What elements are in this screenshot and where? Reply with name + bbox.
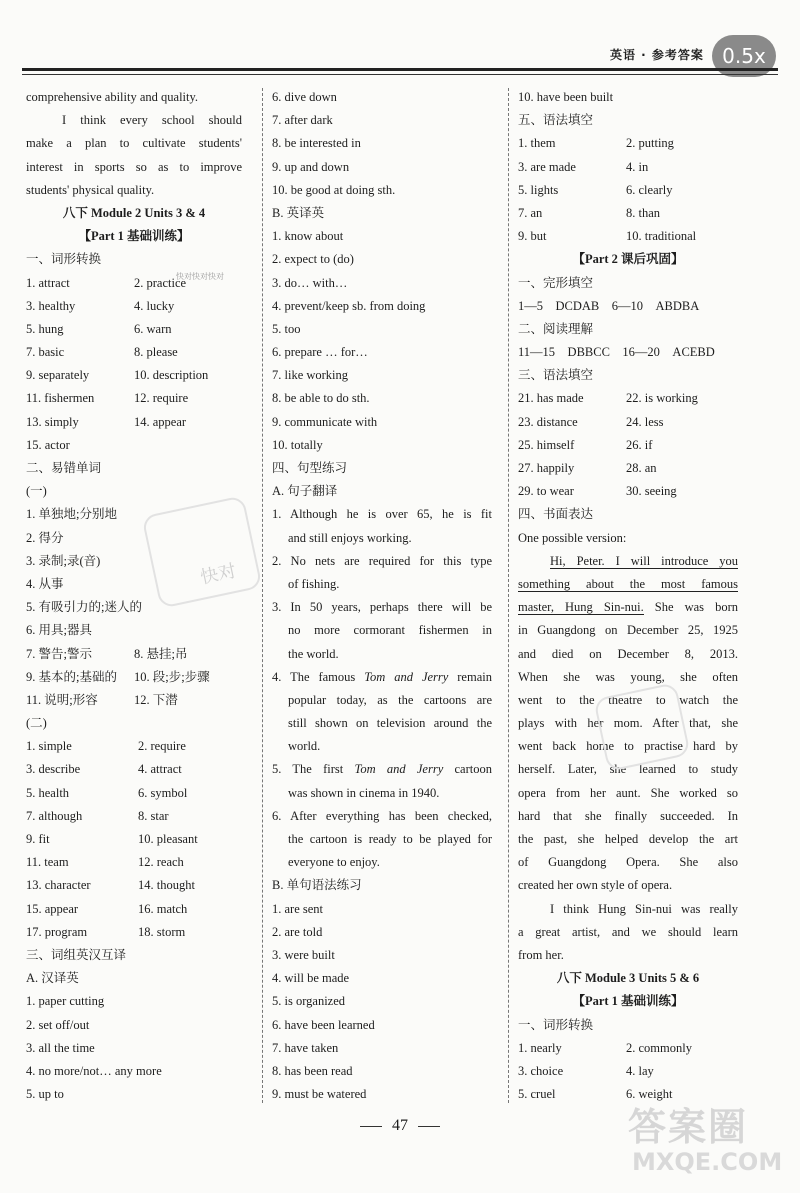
section-heading: 三、语法填空 [518, 368, 594, 383]
essay-line: something about the most famous [518, 576, 738, 591]
answer-left: 3. choice [518, 1063, 564, 1078]
answer-left: 9. 基本的;基础的 [26, 669, 117, 684]
answer-right: 4. attract [138, 762, 182, 777]
text-line: world. [288, 739, 321, 754]
page-number: 47 [0, 1117, 800, 1135]
section-heading: 一、词形转换 [518, 1017, 594, 1032]
answer-left: 17. program [26, 924, 88, 939]
answer-left: 13. simply [26, 414, 79, 429]
answer-row [26, 295, 242, 318]
text-line: was shown in cinema in 1940. [288, 785, 440, 800]
section-heading: 二、易错单词 [26, 461, 102, 475]
answer-right: 8. than [626, 205, 661, 220]
answer-left: 25. himself [518, 437, 575, 452]
answer-row [518, 1037, 738, 1060]
answer-pairs [26, 643, 242, 713]
answer-pairs [26, 272, 242, 458]
answer-left: 5. health [26, 785, 70, 800]
text-line: the world. [288, 646, 339, 661]
answer-left: 5. lights [518, 182, 559, 197]
text-line: One possible version: [518, 530, 627, 545]
answer-pairs [26, 735, 242, 944]
text-line: 9. up and down [272, 159, 350, 174]
text-line: 1. are sent [272, 901, 324, 916]
section-heading: 一、完形填空 [518, 275, 594, 290]
essay-line: I think Hung Sin-nui was really [550, 901, 738, 916]
answer-row [26, 828, 242, 851]
answer-row [26, 898, 242, 921]
essay-line: master, Hung Sin-nui. She was born [518, 600, 738, 615]
text-line: plays with her mom. After that, she [518, 716, 738, 731]
text-line: 7. have taken [272, 1040, 339, 1055]
text-line: and still enjoys working. [288, 530, 412, 545]
text-line: 3. In 50 years, perhaps there will be [272, 600, 492, 615]
module-heading: 八下 Module 2 Units 3 & 4 [62, 205, 206, 220]
section-heading: 三、词组英汉互译 [26, 947, 127, 962]
answer-right: 2. practice [134, 275, 187, 290]
column-separator [262, 88, 263, 1103]
sentence-answer [272, 782, 492, 805]
answer-row [26, 387, 242, 410]
answer-right: 10. description [134, 368, 209, 383]
text-line: popular today, as the cartoons are [288, 692, 492, 707]
watermark-url: MXQE.COM [632, 1148, 783, 1176]
answer-row [518, 480, 738, 503]
answer-row [26, 434, 242, 457]
answer-right: 8. please [134, 345, 178, 360]
sentence-answer [272, 805, 492, 875]
answer-left: 9. but [518, 229, 547, 244]
text-line: 9. communicate with [272, 414, 378, 429]
text-line: 2. set off/out [26, 1017, 90, 1032]
answer-row [26, 805, 242, 828]
text-line: still shown on television around the [288, 716, 492, 731]
header-title: 英语 · 参考答案 [610, 48, 704, 62]
answer-left: 5. cruel [518, 1087, 556, 1102]
section-heading: 二、阅读理解 [518, 321, 594, 336]
sub-heading: B. 英译英 [272, 205, 325, 220]
text-line: I think every school should [62, 113, 242, 128]
answer-row [518, 411, 738, 434]
answer-row [518, 1060, 738, 1083]
answer-row [518, 457, 738, 480]
watermark-brand: 答案圈 [628, 1105, 749, 1149]
answer-right: 4. lay [626, 1063, 654, 1078]
answer-row [26, 874, 242, 897]
essay-line: created her own style of opera. [518, 878, 673, 893]
essay-line: from her. [518, 947, 564, 962]
answer-left: 1. simple [26, 739, 72, 754]
essay-line: a great artist, and we should learn [518, 924, 738, 939]
text-line: comprehensive ability and quality. [26, 90, 199, 104]
text-line: 5. too [272, 321, 301, 336]
sub-heading: B. 单句语法练习 [272, 878, 362, 893]
text-line: 4. prevent/keep sb. from doing [272, 298, 426, 313]
answer-left: 21. has made [518, 391, 584, 406]
answer-left: 3. describe [26, 762, 81, 777]
text-line: 1. Although he is over 65, he is fit [272, 507, 492, 522]
answer-left: 3. healthy [26, 298, 76, 313]
zoom-badge[interactable]: 0.5x [712, 35, 776, 77]
text-line: of fishing. [288, 576, 340, 591]
text-line: 4. The famous Tom and Jerry remain [272, 669, 492, 684]
answer-right: 2. commonly [626, 1040, 692, 1055]
answer-pairs [518, 132, 738, 248]
answer-row [518, 387, 738, 410]
answer-row [518, 132, 738, 155]
answer-left: 9. separately [26, 368, 90, 383]
answer-row [518, 156, 738, 179]
answer-right: 14. thought [138, 878, 195, 893]
answer-right: 12. reach [138, 855, 184, 870]
answer-left: 23. distance [518, 414, 578, 429]
part-heading: 【Part 1 基础训练】 [572, 994, 684, 1009]
answer-left: 11. fishermen [26, 391, 95, 406]
answer-right: 6. clearly [626, 182, 673, 197]
text-line: 5. is organized [272, 994, 346, 1009]
watermark-sticker: 快对快对快对 [176, 272, 224, 281]
answer-row [26, 758, 242, 781]
section-heading: 五、语法填空 [518, 113, 594, 128]
answer-row [26, 643, 242, 666]
text-line: 2. are told [272, 924, 323, 939]
answer-row [26, 318, 242, 341]
text-line: 6. prepare … for… [272, 345, 368, 360]
text-line: 7. like working [272, 368, 349, 383]
answer-right: 4. lucky [134, 298, 175, 313]
text-line: 2. expect to (do) [272, 252, 354, 267]
text-line: 1. know about [272, 229, 344, 244]
answer-right: 2. require [138, 739, 186, 754]
answer-row [26, 341, 242, 364]
answer-left: 11. 说明;形容 [26, 692, 98, 707]
text-line: went to the theatre to watch the [518, 692, 738, 707]
header-rule-thick [22, 68, 778, 71]
text-line: everyone to enjoy. [288, 855, 380, 870]
text-line: interest in sports so as to improve [26, 159, 242, 174]
text-line: When she was young, she often [518, 669, 738, 684]
answer-right: 16. match [138, 901, 188, 916]
text-line: 5. up to [26, 1087, 64, 1102]
answer-row [518, 202, 738, 225]
sentence-answer [272, 503, 492, 549]
text-line: 8. has been read [272, 1063, 353, 1078]
answer-right: 18. storm [138, 924, 186, 939]
answer-left: 1. nearly [518, 1040, 562, 1055]
text-line: 10. totally [272, 437, 323, 452]
answer-right: 14. appear [134, 414, 187, 429]
answer-left: 29. to wear [518, 484, 574, 499]
answer-row [26, 921, 242, 944]
answer-left: 9. fit [26, 832, 50, 846]
sentence-answer [272, 550, 492, 596]
answer-left: 7. basic [26, 345, 65, 360]
sentence-answer [272, 596, 492, 666]
text-line: 3. 录制;录(音) [26, 553, 101, 568]
answer-right: 6. symbol [138, 785, 188, 800]
answer-right: 12. require [134, 391, 189, 406]
section-heading: 一、词形转换 [26, 252, 102, 267]
watermark-stamp [141, 495, 262, 609]
answer-right: 10. traditional [626, 229, 697, 244]
column-2 [272, 86, 492, 1106]
text-line: the past, she helped develop the art [518, 832, 738, 846]
text-line: 2. No nets are required for this type [272, 553, 492, 568]
answer-left: 27. happily [518, 461, 575, 475]
answer-row [518, 179, 738, 202]
sub-heading: (一) [26, 484, 47, 499]
text-line: 5. 有吸引力的;迷人的 [26, 600, 142, 615]
answer-list [272, 898, 492, 1107]
column-separator [508, 88, 509, 1103]
answer-left: 3. are made [518, 159, 576, 174]
text-line: 6. 用具;器具 [26, 623, 92, 638]
answer-left: 5. hung [26, 321, 64, 336]
answer-row [26, 735, 242, 758]
reading-answers: 11—15 DBBCC 16—20 ACEBD [518, 345, 715, 360]
sub-heading: A. 句子翻译 [272, 484, 338, 499]
essay-line: Hi, Peter. I will introduce you [550, 553, 738, 568]
answer-left: 7. although [26, 808, 83, 823]
text-line: 8. be interested in [272, 136, 361, 151]
answer-right: 10. pleasant [138, 832, 198, 846]
text-line: 1. 单独地;分别地 [26, 507, 117, 522]
text-line: students' physical quality. [26, 182, 155, 197]
answer-left: 13. character [26, 878, 91, 893]
watermark-stamp-text: 快对 [198, 560, 239, 589]
text-line: 4. will be made [272, 971, 350, 986]
text-line: and died on December 8, 2013. [518, 646, 738, 661]
text-line: 4. 从事 [26, 576, 64, 591]
text-line: 2. 得分 [26, 530, 64, 545]
text-line: herself. Later, she learned to study [518, 762, 738, 777]
text-line: the cartoon is ready to be played for [288, 832, 492, 846]
text-line: 3. were built [272, 947, 335, 962]
text-line: 6. After everything has been checked, [272, 808, 492, 823]
answer-row [26, 411, 242, 434]
text-line: 6. dive down [272, 90, 337, 104]
text-line: 5. The first Tom and Jerry cartoon [272, 762, 492, 777]
answer-list [272, 86, 492, 202]
text-line: opera from her aunt. She worked so [518, 785, 738, 800]
answer-right: 8. 悬挂;吊 [134, 646, 188, 661]
text-line: 10. have been built [518, 90, 614, 104]
answer-left: 7. 警告;警示 [26, 646, 92, 661]
answer-right: 12. 下潜 [134, 692, 178, 707]
answer-right: 30. seeing [626, 484, 677, 499]
sub-heading: A. 汉译英 [26, 971, 79, 986]
answer-right: 26. if [626, 437, 653, 452]
answer-list [272, 225, 492, 457]
answer-left: 1. them [518, 136, 556, 151]
part-heading: 【Part 2 课后巩固】 [572, 252, 684, 267]
answer-right: 24. less [626, 414, 664, 429]
answer-right: 6. warn [134, 321, 172, 336]
answer-right: 2. putting [626, 136, 674, 151]
text-line: hard that she finally succeeded. In [518, 808, 738, 823]
text-line: make a plan to cultivate students' [26, 136, 242, 151]
answer-row [518, 225, 738, 248]
answer-pairs [518, 387, 738, 503]
module-heading: 八下 Module 3 Units 5 & 6 [556, 971, 700, 986]
header-rule-thin [22, 74, 778, 75]
sub-heading: (二) [26, 716, 47, 731]
column-3 [518, 86, 738, 1106]
answer-right: 6. weight [626, 1087, 673, 1102]
text-line: 9. must be watered [272, 1087, 367, 1102]
answer-row [518, 434, 738, 457]
answer-left: 7. an [518, 205, 543, 220]
text-line: no more cormorant fishermen in [288, 623, 492, 638]
answer-row [26, 364, 242, 387]
text-line: 10. be good at doing sth. [272, 182, 396, 197]
answer-right: 4. in [626, 159, 649, 174]
text-line: in Guangdong on December 25, 1925 [518, 623, 738, 638]
text-line: went back home to practise hard by [518, 739, 738, 754]
text-line: 6. have been learned [272, 1017, 375, 1032]
section-heading: 四、句型练习 [272, 461, 348, 475]
answer-left: 11. team [26, 855, 69, 870]
answer-left: 15. actor [26, 437, 70, 452]
sentence-answer [272, 689, 492, 759]
answer-row [26, 689, 242, 712]
answer-left: 1. attract [26, 275, 70, 290]
text-line: 8. be able to do sth. [272, 391, 370, 406]
text-line: of Guangdong Opera. She also [518, 855, 738, 870]
text-line: 3. all the time [26, 1040, 95, 1055]
section-heading: 四、书面表达 [518, 507, 594, 522]
text-line: 3. do… with… [272, 275, 348, 290]
answer-right: 10. 段;步;步骤 [134, 669, 210, 684]
text-line: 7. after dark [272, 113, 333, 128]
answer-row [26, 666, 242, 689]
answer-right: 28. an [626, 461, 657, 475]
part-heading: 【Part 1 基础训练】 [78, 229, 190, 244]
answer-row [26, 851, 242, 874]
answer-left: 15. appear [26, 901, 79, 916]
text-line: 4. no more/not… any more [26, 1063, 162, 1078]
answer-list [26, 990, 242, 1106]
text-line: 1. paper cutting [26, 994, 105, 1009]
cloze-answers: 1—5 DCDAB 6—10 ABDBA [518, 298, 700, 313]
answer-right: 22. is working [626, 391, 698, 406]
answer-right: 8. star [138, 808, 169, 823]
answer-row [26, 782, 242, 805]
